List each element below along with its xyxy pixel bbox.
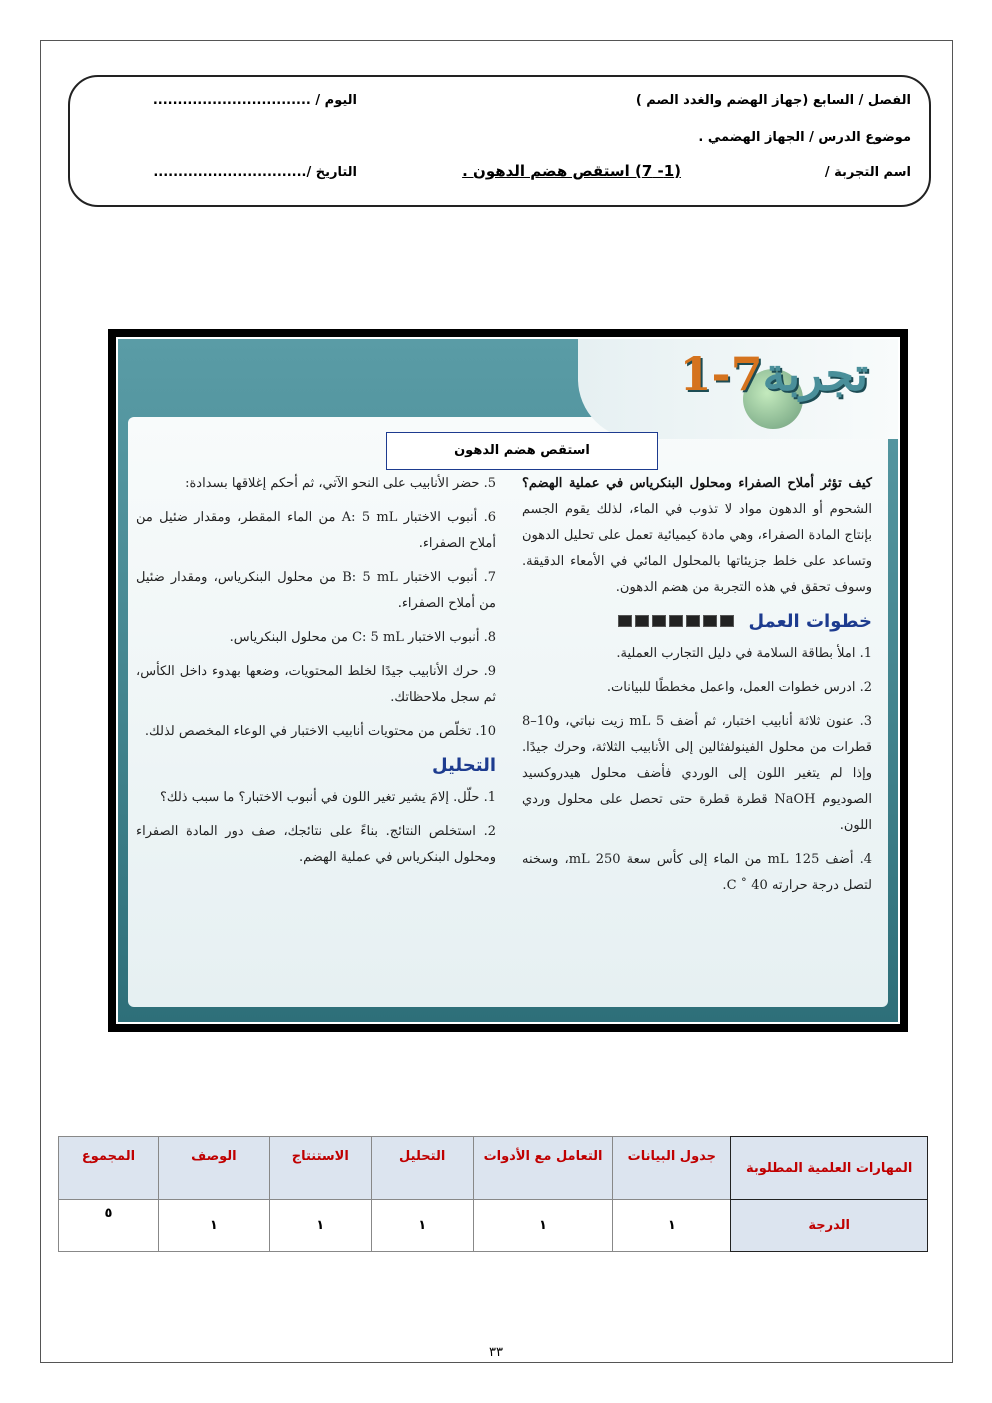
analysis-2: 2. استخلص النتائج. بناءً على نتائجك، صف دور المادة الصفراء ومحلول البنكرياس في عملية الهضم. xyxy=(136,824,496,865)
rubric-header-analysis: التحليل xyxy=(371,1137,473,1200)
rubric-header-row xyxy=(59,1137,928,1200)
rubric-header-conclusion: الاستنتاج xyxy=(269,1137,371,1200)
intro-question: كيف تؤثر أملاح الصفراء ومحلول البنكرياس في عملية الهضم؟ xyxy=(522,476,872,491)
experiment-label: اسم التجربة / xyxy=(824,165,911,180)
step-4: 4. أضف 125 mL من الماء إلى كأس سعة 250 mL، وسخنه لتصل درجة حرارته C ˚ 40. xyxy=(522,852,872,893)
step-8: 8. أنبوب الاختبار C: 5 mL من محلول البنكرياس. xyxy=(229,630,496,645)
day-label: اليوم / ................................ xyxy=(152,93,357,108)
rubric-score-data-table: ١ xyxy=(613,1200,731,1252)
experiment-card xyxy=(108,329,908,1032)
analysis-heading: التحليل xyxy=(431,755,496,776)
card-body xyxy=(116,337,900,1024)
step-9: 9. حرك الأنابيب جيدًا لخلط المحتويات، وضعها بهدوء داخل الكأس، ثم سجل ملاحظاتك. xyxy=(136,664,496,705)
badge-number: 7-1 xyxy=(679,347,763,401)
left-column xyxy=(136,471,496,879)
rubric-score-tools: ١ xyxy=(473,1200,613,1252)
page-number: ٣٣ xyxy=(489,1345,503,1360)
steps-heading: خطوات العمل xyxy=(748,611,872,632)
subtitle-box: استقص هضم الدهون xyxy=(386,432,658,470)
rubric-row-label: الدرجة xyxy=(731,1200,928,1252)
rubric-header-skills: المهارات العلمية المطلوبة xyxy=(731,1137,928,1200)
header-box xyxy=(68,75,931,207)
right-column xyxy=(522,471,872,907)
date-label: التاريخ /............................... xyxy=(153,165,357,180)
step-3: 3. عنون ثلاثة أنابيب اختبار، ثم أضف 5 mL زيت نباتي، و10–8 قطرات من محلول الفينولفثالين إلى الأنابيب الثلاثة، وحرك جيدًا. وإذا لم يتغير اللون إلى الوردي فأضف محلول هيدروكسيد الصوديوم NaOH قطرة قطرة حتى تحصل على محلول وردي اللون. xyxy=(522,714,872,833)
analysis-1: 1. حلّل. إلامَ يشير تغير اللون في أنبوب الاختبار؟ ما سبب ذلك؟ xyxy=(159,790,496,805)
step-5: 5. حضر الأنابيب على النحو الآتي، ثم أحكم إغلاقها بسدادة: xyxy=(185,476,496,491)
rubric-score-row xyxy=(59,1200,928,1252)
rubric-score-total: ٥ xyxy=(59,1200,159,1252)
step-10: 10. تخلّص من محتويات أنابيب الاختبار في الوعاء المخصص لذلك. xyxy=(144,724,496,739)
chapter-label: الفصل / السابع (جهاز الهضم والغدد الصم ) xyxy=(635,93,911,108)
rubric-header-description: الوصف xyxy=(158,1137,269,1200)
step-7: 7. أنبوب الاختبار B: 5 mL من محلول البنكرياس، ومقدار ضئيل من أملاح الصفراء. xyxy=(136,570,496,611)
step-6: 6. أنبوب الاختبار A: 5 mL من الماء المقطر، ومقدار ضئيل من أملاح الصفراء. xyxy=(136,510,496,551)
rubric-header-data-table: جدول البيانات xyxy=(613,1137,731,1200)
step-2: 2. ادرس خطوات العمل، واعمل مخططًا للبيانات. xyxy=(606,680,872,695)
experiment-name: (1- 7) استقص هضم الدهون . xyxy=(462,162,681,180)
rubric-score-description: ١ xyxy=(158,1200,269,1252)
steps-heading-row xyxy=(522,609,872,635)
step-1: 1. املأ بطاقة السلامة في دليل التجارب العملية. xyxy=(616,646,872,661)
skills-rubric-table xyxy=(58,1136,928,1252)
rubric-score-conclusion: ١ xyxy=(269,1200,371,1252)
topic-label: موضوع الدرس / الجهاز الهضمي . xyxy=(698,130,911,145)
badge-word: تجربة xyxy=(762,347,868,401)
intro-text: الشحوم أو الدهون مواد لا تذوب في الماء، لذلك يقوم الجسم بإنتاج المادة الصفراء، وهي مادة كيميائية تعمل على تحليل الدهون وتساعد على خلط جزيئاتها بالمحلول المائي في الأمعاء الدقيقة. وسوف تحقق في هذه التجربة من هضم الدهون. xyxy=(522,502,872,595)
badge-title xyxy=(680,347,868,401)
intro xyxy=(522,471,872,601)
rubric-score-analysis: ١ xyxy=(371,1200,473,1252)
rubric-header-total: المجموع xyxy=(59,1137,159,1200)
rubric-header-tools: التعامل مع الأدوات xyxy=(473,1137,613,1200)
safety-icons xyxy=(615,609,734,635)
